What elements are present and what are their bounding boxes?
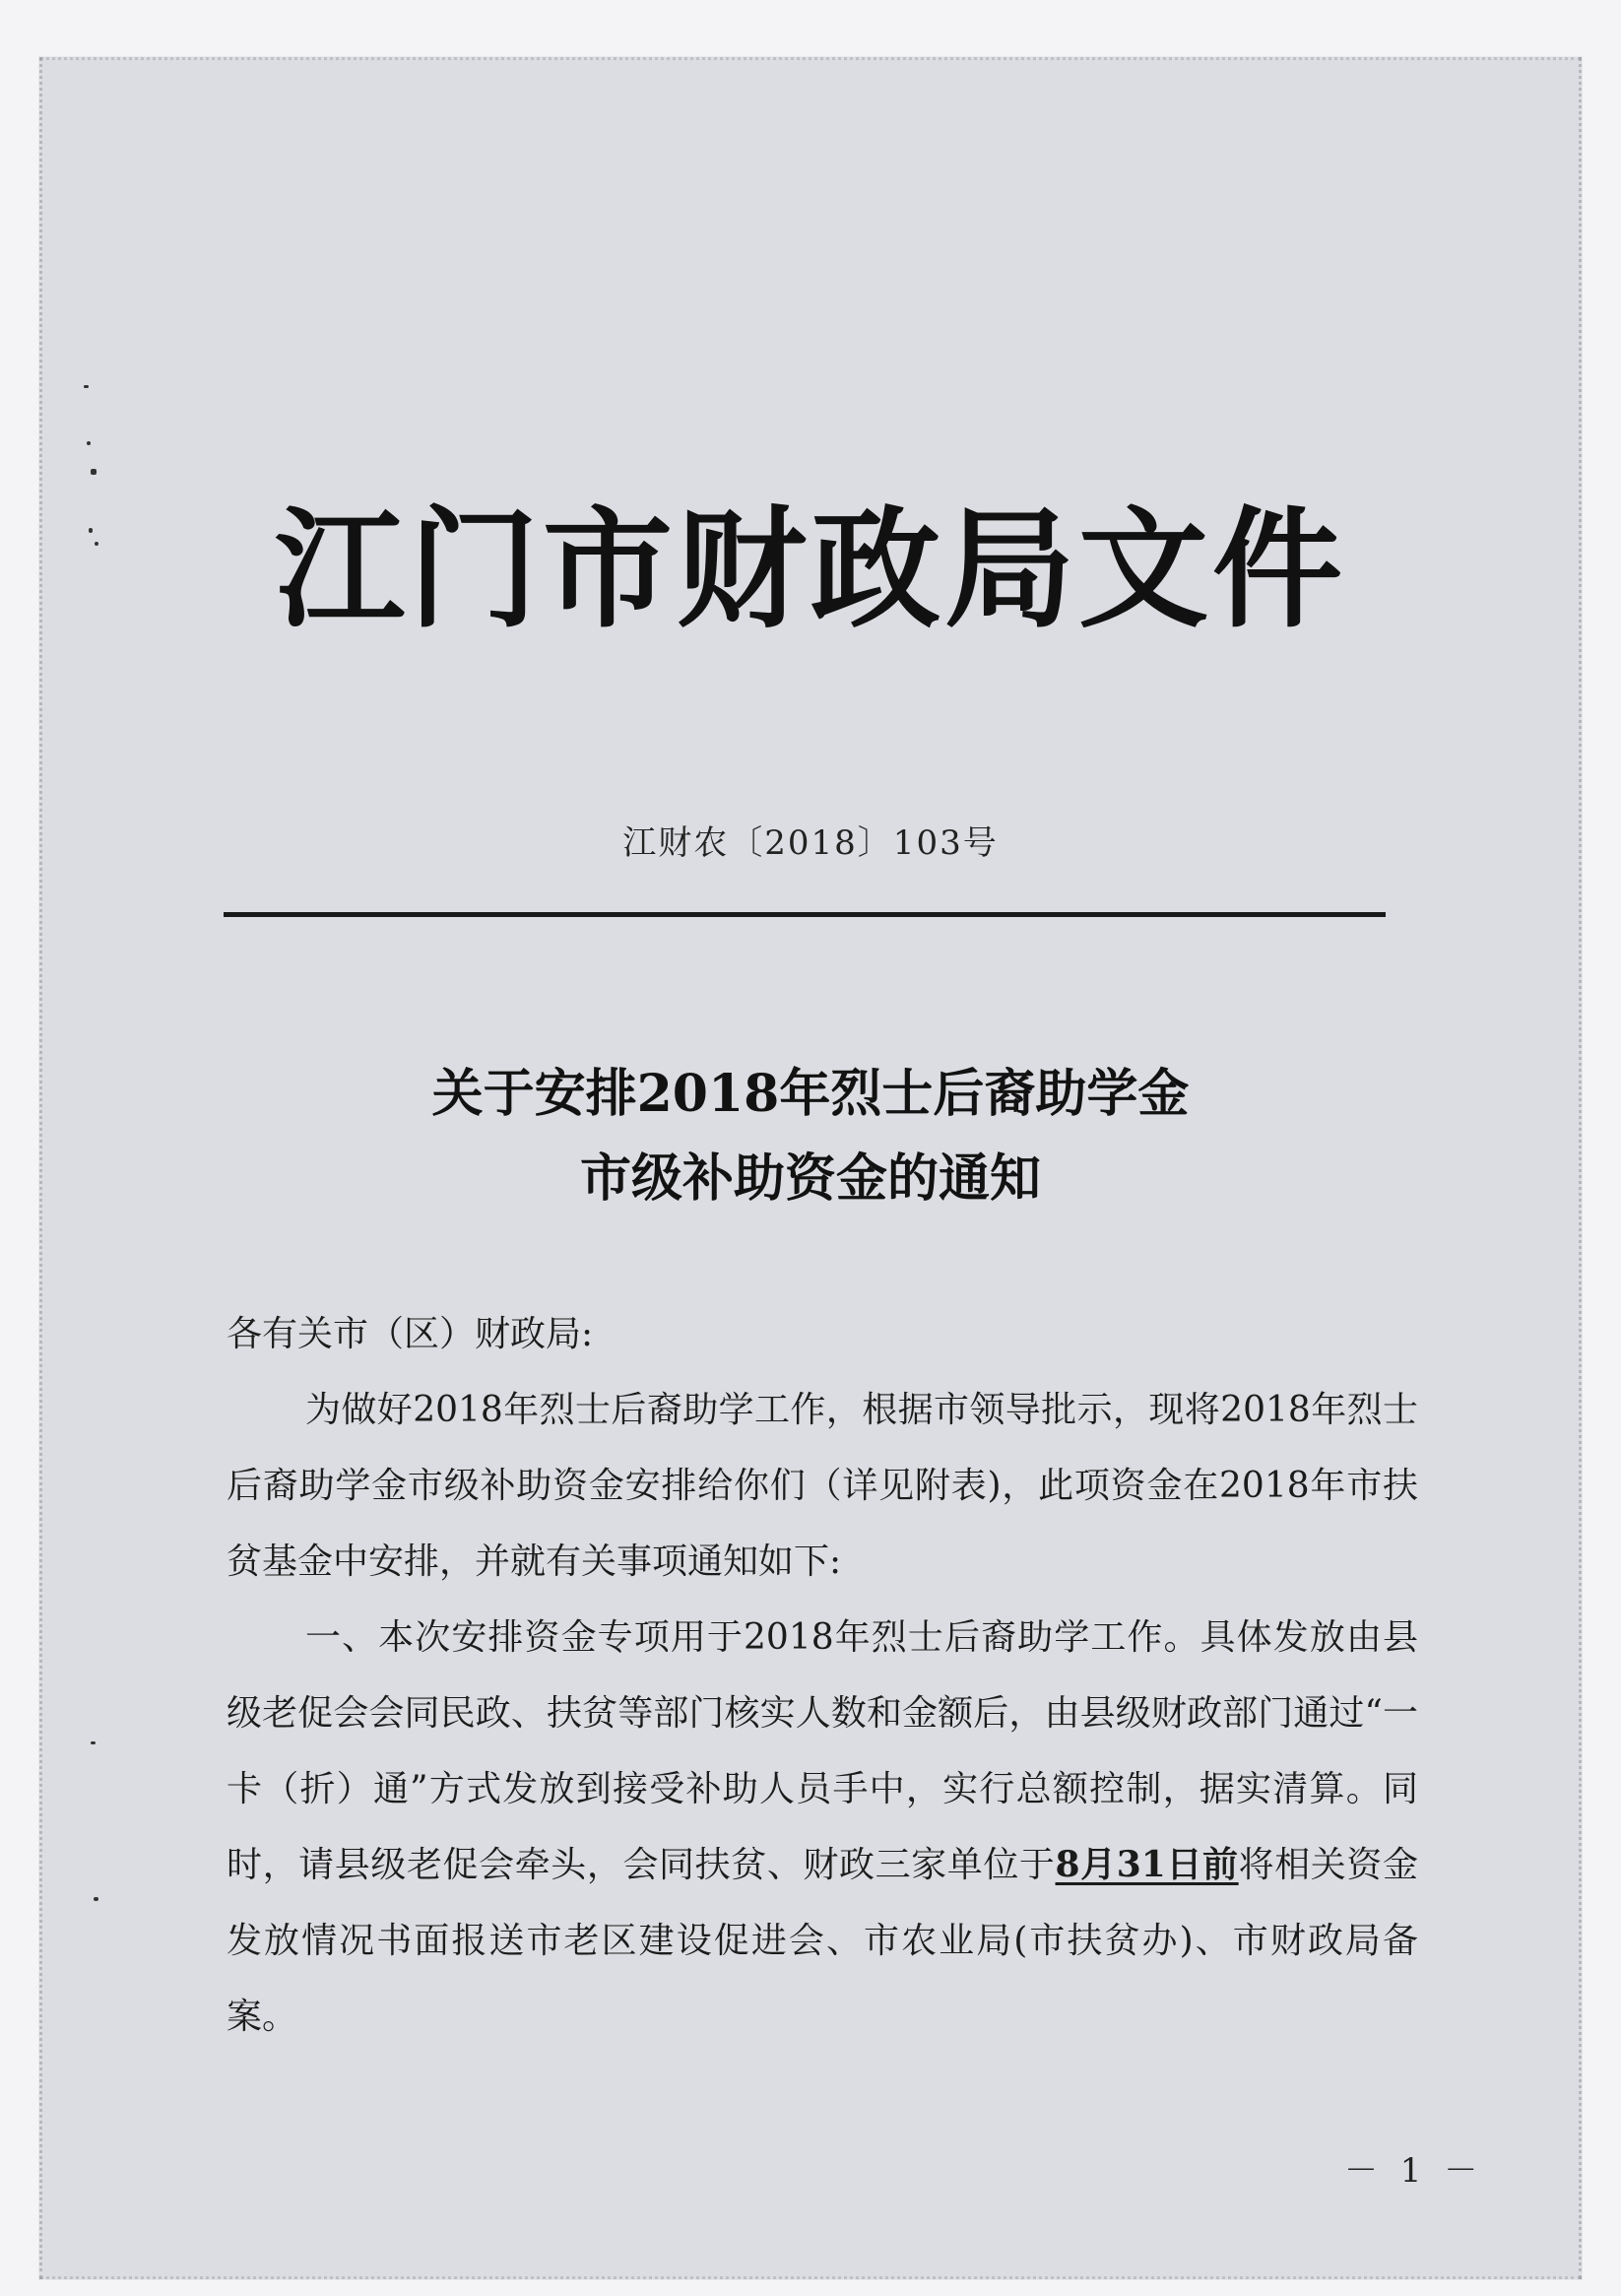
deadline-emphasis: 8月31日前: [1055, 1844, 1239, 1885]
page-number: － 1 －: [1344, 2151, 1484, 2191]
notice-title: [39, 1052, 1582, 1221]
notice-title-line-1: 关于安排2018年烈士后裔助学金: [431, 1064, 1190, 1124]
paragraph-item-1-text: 一、本次安排资金专项用于2018年烈士后裔助学工作。具体发放由县级老促会会同民政、扶贫等部门核实人数和金额后，由县级财政部门通过“一卡（折）通”方式发放到接受补助人员手中，实行总额控制，据实清算。同时，请县级老促会牵头，会同扶贫、财政三家单位于: [227, 1617, 1418, 1885]
salutation: 各有关市（区）财政局:: [227, 1314, 594, 1354]
document-page: [39, 57, 1582, 2279]
scan-speck: [95, 542, 98, 546]
scan-speck: [84, 385, 89, 388]
paragraph-item-1: [227, 1600, 1418, 2055]
scan-speck: [91, 469, 97, 475]
notice-body: [227, 1296, 1418, 2055]
scan-speck: [91, 1741, 96, 1744]
scan-speck: [89, 528, 93, 533]
document-number: 江财农〔2018〕103号: [622, 823, 999, 863]
scan-speck: [94, 1897, 98, 1901]
header-divider: [224, 912, 1386, 917]
paragraph-intro: 为做好2018年烈士后裔助学工作，根据市领导批示，现将2018年烈士后裔助学金市级补助资金安排给你们（详见附表)，此项资金在2018年市扶贫基金中安排，并就有关事项通知如下:: [227, 1390, 1418, 1582]
scan-speck: [87, 441, 91, 445]
paragraph-item-1-tail: 将相关资金发放情况书面报送市老区建设促进会、市农业局(市扶贫办)、市财政局备案。: [227, 1845, 1418, 2037]
notice-title-line-2: 市级补助资金的通知: [579, 1148, 1041, 1209]
issuer-title: 江门市财政局文件: [275, 493, 1346, 646]
